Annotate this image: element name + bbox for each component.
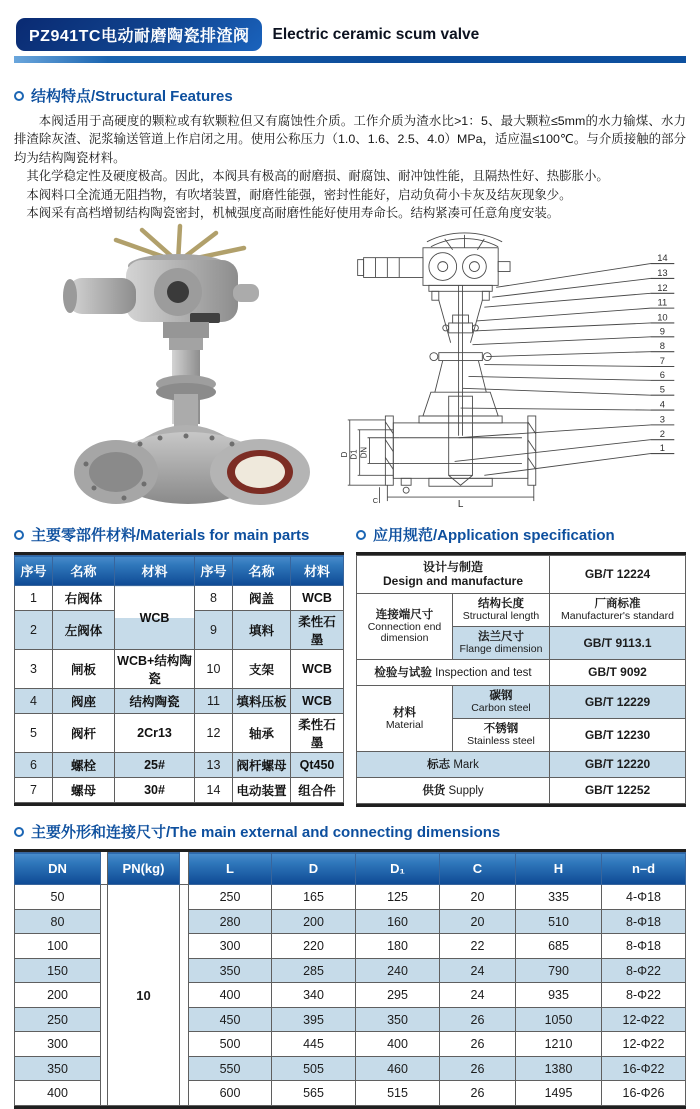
pn-value: 10 [108,885,180,1106]
col-header: L [189,853,272,885]
app-stainless-cell: 不锈钢 Stainless steel [453,719,550,752]
dim-value: 280 [189,909,272,934]
col-header: 材料 [115,556,195,586]
valve-body [74,425,310,505]
page-header [16,18,686,51]
part-material: 结构陶瓷 [115,689,195,714]
col-header: 名称 [53,556,115,586]
dim-value: 445 [272,1032,356,1057]
svg-text:14: 14 [657,252,668,264]
dim-value: 1210 [516,1032,602,1057]
dim-value: 200 [15,983,101,1008]
dim-value: 8-Φ22 [602,983,686,1008]
table-row [15,714,344,753]
bullet-ring-icon [14,827,24,837]
dimensions-header-row [15,853,686,885]
section-heading-dimensions [14,821,686,842]
dim-value: 200 [272,909,356,934]
application-section [356,512,686,807]
dim-value: 8-Φ22 [602,958,686,983]
dim-value: 510 [516,909,602,934]
electric-actuator [63,254,259,323]
dim-value: 685 [516,934,602,959]
svg-text:2: 2 [659,428,666,440]
app-standard-value: GB/T 12220 [550,752,686,778]
section-heading-features [14,85,686,106]
part-name: 阀杆 [53,714,115,753]
part-no: 1 [15,586,53,611]
dim-value: 22 [440,934,516,959]
svg-text:L: L [457,499,464,511]
svg-text:4: 4 [659,399,666,411]
section-heading-text: 应用规范/Application specification [373,527,615,545]
svg-text:5: 5 [659,384,666,396]
col-header: 序号 [15,556,53,586]
app-header-row [357,556,686,594]
dim-value: 100 [15,934,101,959]
dimensions-table [14,852,686,1106]
part-no: 9 [195,611,233,650]
callout-numbers [657,253,667,454]
section-heading-text: 主要零部件材料/Materials for main parts [31,527,310,545]
part-material: WCB [115,586,195,650]
part-no: 3 [15,650,53,689]
app-mark-cell: 标志 Mark [357,752,550,778]
dim-value: 550 [189,1056,272,1081]
col-header: DN [15,853,101,885]
dim-value: 16-Φ22 [602,1056,686,1081]
table-row [15,586,344,611]
dim-value: 790 [516,958,602,983]
app-material-cell: 材料 Material [357,686,453,752]
app-carbon-cell: 碳钢 Carbon steel [453,686,550,719]
dim-value: 335 [516,885,602,910]
dim-value: 250 [15,1007,101,1032]
part-name: 填料压板 [233,689,291,714]
part-name: 螺栓 [53,753,115,778]
app-header-design: 设计与制造 Design and manufacture [357,556,550,594]
table-row [357,686,686,719]
app-standard-value: 厂商标准 Manufacturer's standard [550,594,686,627]
dim-value: 350 [356,1007,440,1032]
app-header-standard: GB/T 12224 [550,556,686,594]
app-standard-value: GB/T 12230 [550,719,686,752]
dim-value: 24 [440,958,516,983]
svg-text:6: 6 [659,369,666,381]
part-name: 阀座 [53,689,115,714]
part-no: 2 [15,611,53,650]
dim-value: 50 [15,885,101,910]
dim-value: 220 [272,934,356,959]
section-heading-text: 结构特点/Structural Features [31,88,233,105]
figures-row [14,226,686,511]
valve-photo-illustration [28,226,334,506]
svg-text:C: C [372,496,379,506]
part-material: 30# [115,778,195,803]
svg-text:D: D [339,452,349,458]
table-row [357,752,686,778]
part-no: 14 [195,778,233,803]
col-header: D [272,853,356,885]
dim-value: 26 [440,1007,516,1032]
dim-value: 1380 [516,1056,602,1081]
part-no: 12 [195,714,233,753]
product-title-en: Electric ceramic scum valve [272,25,480,43]
dim-value: 285 [272,958,356,983]
dim-value: 505 [272,1056,356,1081]
app-flange-cell: 法兰尺寸 Flange dimension [453,627,550,660]
svg-text:DN: DN [359,447,369,459]
section-heading-text: 主要外形和连接尺寸/The main external and connecting dimensions [31,824,501,842]
tables-row [14,512,686,807]
svg-text:1: 1 [659,442,666,454]
materials-header-row [15,556,344,586]
dim-value: 250 [189,885,272,910]
part-name: 阀杆螺母 [233,753,291,778]
section-heading-application [356,524,686,545]
part-material: 柔性石墨 [291,611,344,650]
part-name: 右阀体 [53,586,115,611]
dim-value: 8-Φ18 [602,934,686,959]
part-material: 组合件 [291,778,344,803]
app-structural-cell: 结构长度 Structural length [453,594,550,627]
col-header: C [440,853,516,885]
dim-value: 165 [272,885,356,910]
svg-text:12: 12 [657,282,668,294]
part-name: 阀盖 [233,586,291,611]
dim-value: 12-Φ22 [602,1007,686,1032]
materials-table [14,555,344,803]
feature-paragraph: 本阀采有高档增韧结构陶瓷密封，机械强度高耐磨性能好使用寿命长。结构紧凑可任意角度安装。 [26,206,560,221]
app-standard-value: GB/T 9092 [550,660,686,686]
dim-value: 150 [15,958,101,983]
dim-value: 12-Φ22 [602,1032,686,1057]
part-material: WCB+结构陶瓷 [115,650,195,689]
col-header: PN(kg) [108,853,180,885]
column-gap [101,885,108,1106]
table-row [15,650,344,689]
part-material: 2Cr13 [115,714,195,753]
part-name: 左阀体 [53,611,115,650]
materials-section [14,512,344,806]
part-name: 闸板 [53,650,115,689]
dim-value: 395 [272,1007,356,1032]
table-row [357,660,686,686]
dim-value: 300 [15,1032,101,1057]
table-row [15,778,344,803]
svg-text:10: 10 [657,311,668,323]
dim-value: 20 [440,885,516,910]
part-material: WCB [291,689,344,714]
part-name: 螺母 [53,778,115,803]
col-header: H [516,853,602,885]
dim-value: 24 [440,983,516,1008]
table-row [357,778,686,804]
col-header: n–d [602,853,686,885]
dim-value: 400 [189,983,272,1008]
dim-value: 160 [356,909,440,934]
application-table [356,555,686,804]
feature-paragraph: 本阀适用于高硬度的颗粒或有软颗粒但又有腐蚀性介质。工作介质为渣水比>1：5、最大颗粒≤5mm的水力输煤、水力排渣除灰渣、泥浆输送管道上作启闭之用。使用公称压力（1.0、1.6、2.5、4.0）MPa，适应温≤100℃。与介质接触的部分均为结构陶瓷材料。 [14,114,686,165]
svg-text:3: 3 [659,413,666,425]
col-header: 材料 [291,556,344,586]
part-no: 6 [15,753,53,778]
part-no: 13 [195,753,233,778]
part-no: 4 [15,689,53,714]
drawing-lines [348,233,675,506]
dim-value: 240 [356,958,440,983]
dim-value: 16-Φ26 [602,1081,686,1106]
dim-value: 1050 [516,1007,602,1032]
dim-value: 340 [272,983,356,1008]
dim-value: 8-Φ18 [602,909,686,934]
valve-section-drawing [334,226,694,511]
part-material: 柔性石墨 [291,714,344,753]
table-row [15,885,686,910]
feature-paragraph: 本阀料口全流通无阻挡物，有吹堵装置，耐磨性能强，密封性能好，启动负荷小卡灰及结灰现象少。 [26,187,572,202]
dim-value: 26 [440,1032,516,1057]
dim-value: 500 [189,1032,272,1057]
dim-value: 400 [356,1032,440,1057]
part-material: Qt450 [291,753,344,778]
valve-yoke-stem [156,322,216,428]
dim-value: 4-Φ18 [602,885,686,910]
table-row [15,753,344,778]
part-no: 11 [195,689,233,714]
part-material: WCB [291,586,344,611]
dim-value: 295 [356,983,440,1008]
part-no: 8 [195,586,233,611]
part-no: 7 [15,778,53,803]
col-header: 名称 [233,556,291,586]
dim-value: 515 [356,1081,440,1106]
dim-value: 350 [189,958,272,983]
bullet-ring-icon [14,91,24,101]
column-gap [180,885,189,1106]
svg-text:9: 9 [659,325,666,337]
svg-text:D1: D1 [349,449,359,461]
application-table-wrap [356,552,686,807]
part-name: 填料 [233,611,291,650]
dim-value: 460 [356,1056,440,1081]
app-standard-value: GB/T 9113.1 [550,627,686,660]
dim-value: 600 [189,1081,272,1106]
part-name: 支架 [233,650,291,689]
header-divider-bar [14,56,686,63]
part-no: 5 [15,714,53,753]
feature-paragraph: 其化学稳定性及硬度极高。因此，本阀具有极高的耐磨损、耐腐蚀、耐冲蚀性能，且隔热性好、热膨胀小。 [26,169,609,184]
part-name: 轴承 [233,714,291,753]
app-standard-value: GB/T 12229 [550,686,686,719]
table-row [15,689,344,714]
dim-value: 125 [356,885,440,910]
materials-table-wrap [14,552,344,806]
dim-value: 1495 [516,1081,602,1106]
col-header: D₁ [356,853,440,885]
dim-value: 300 [189,934,272,959]
dim-value: 180 [356,934,440,959]
section-heading-materials [14,524,344,545]
svg-text:8: 8 [659,340,666,352]
part-material: WCB [291,650,344,689]
dimensions-table-wrap [14,849,686,1109]
app-supply-cell: 供货 Supply [357,778,550,804]
part-no: 10 [195,650,233,689]
dim-value: 26 [440,1056,516,1081]
dim-value: 80 [15,909,101,934]
dim-value: 26 [440,1081,516,1106]
dim-value: 20 [440,909,516,934]
app-connection-cell: 连接端尺寸 Connection end dimension [357,594,453,660]
app-standard-value: GB/T 12252 [550,778,686,804]
svg-text:11: 11 [657,297,668,309]
dim-value: 400 [15,1081,101,1106]
dim-value: 935 [516,983,602,1008]
dim-value: 450 [189,1007,272,1032]
column-gap [180,853,189,885]
part-material: 25# [115,753,195,778]
table-row [357,594,686,627]
app-inspection-cell: 检验与试验 Inspection and test [357,660,550,686]
col-header: 序号 [195,556,233,586]
svg-text:13: 13 [657,267,668,279]
bullet-ring-icon [356,530,366,540]
product-model-badge: PZ941TC电动耐磨陶瓷排渣阀 [16,18,262,51]
dim-value: 565 [272,1081,356,1106]
dim-value: 350 [15,1056,101,1081]
features-text-block [14,112,686,222]
column-gap [101,853,108,885]
part-name: 电动装置 [233,778,291,803]
svg-text:7: 7 [659,355,666,367]
bullet-ring-icon [14,530,24,540]
